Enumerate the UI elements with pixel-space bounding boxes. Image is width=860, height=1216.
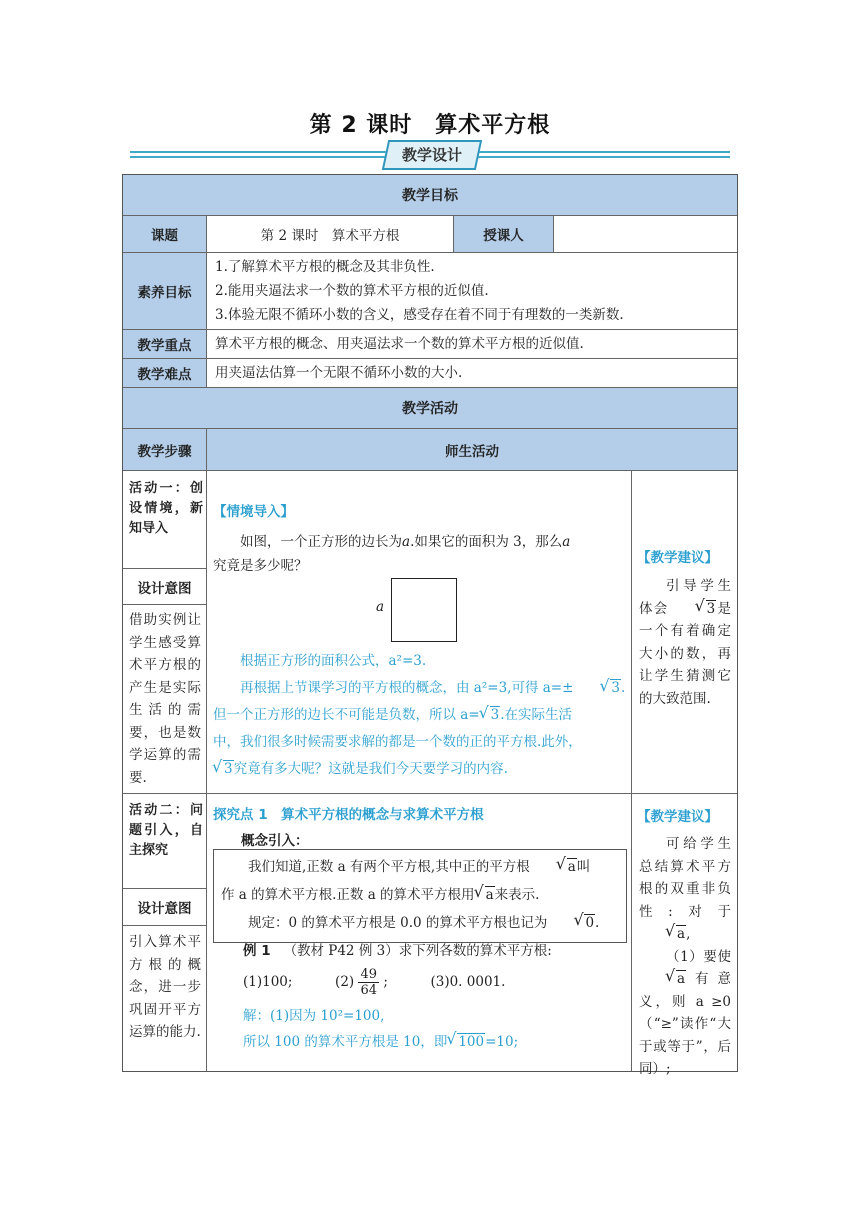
example-1: 例 1 （教材 P42 例 3）求下列各数的算术平方根: xyxy=(243,943,552,959)
square-root-line: 再根据上节课学习的平方根的概念，由 a²=3,可得 a=± xyxy=(240,680,574,696)
todays-topic-line: 究竟有多大呢？这就是我们今天要学习的内容. xyxy=(233,761,508,777)
intro-text-b: 如果它的面积为 3，那么 xyxy=(414,534,563,550)
section-badge: 教学设计 xyxy=(382,140,482,170)
negative-side-line: 但一个正方形的边长不可能是负数，所以 a= xyxy=(213,707,480,723)
sqrt-a: √ a xyxy=(475,881,495,909)
sqrt-a: √ a xyxy=(639,968,686,991)
sqrt-3: √ 3 xyxy=(213,756,234,783)
sqrt-3: √ 3 xyxy=(669,598,717,621)
lesson-table xyxy=(122,174,738,1077)
intro-text-a: 如图，一个正方形的边长为 xyxy=(240,534,402,550)
var-a: a xyxy=(402,534,411,550)
situation-heading: 【情境导入】 xyxy=(213,504,294,520)
difficulty-value: 用夹逼法估算一个无限不循环小数的大小. xyxy=(215,365,463,381)
difficulty-label: 教学难点 xyxy=(123,359,206,387)
topic-value: 第 2 课时 算术平方根 xyxy=(260,228,400,244)
activity1-tip-heading: 【教学建议】 xyxy=(637,550,718,566)
activity2-design-text: 引入算术平方根的概念，进一步巩固开平方运算的能力. xyxy=(129,934,201,1040)
var-a: a xyxy=(562,534,571,550)
sqrt-3: √ 3 xyxy=(573,675,621,702)
activity1-tip: 引导学生体会√ 3是一个有着确定大小的数，再让学生猜测它的大致范围. xyxy=(639,575,731,710)
literacy-label: 素养目标 xyxy=(123,253,206,329)
activity1-content: 【情境导入】 如图，一个正方形的边长为a.如果它的面积为 3，那么a 究竟是多少呢？ xyxy=(213,500,623,578)
topic-label: 课题 xyxy=(123,216,206,252)
example-items: (1)100; (2) $\frac{49}{64}$ ; (3)0. 0001. xyxy=(243,967,506,998)
key-label: 教学重点 xyxy=(123,330,206,358)
definition-text: 我们知道,正数 a 有两个平方根,其中正的平方根√ a叫 作 a 的算术平方根.正数 a 的算术平方根用√ a来表示. 规定：0 的算术平方根是 0.0 的算术平方根也记为√ 0. xyxy=(221,853,623,937)
activity2-tip-heading: 【教学建议】 xyxy=(637,809,718,825)
sqrt-0: √ 0 xyxy=(547,909,595,937)
teacher-label: 授课人 xyxy=(454,216,553,252)
literacy-goals xyxy=(215,255,730,327)
concept-label: 概念引入： xyxy=(241,833,309,849)
area-formula-line: 根据正方形的面积公式，a²=3. xyxy=(240,653,427,669)
activity2-design-label: 设计意图 xyxy=(137,901,192,917)
key-value: 算术平方根的概念、用夹逼法求一个数的算术平方根的近似值. xyxy=(215,336,584,352)
square-figure xyxy=(391,578,457,642)
sqrt-100: √ 100 xyxy=(447,1029,485,1055)
exploration-heading: 探究点 1 算术平方根的概念与求算术平方根 xyxy=(213,807,484,823)
activity1-design-label: 设计意图 xyxy=(137,580,192,597)
activity1-label: 活动一：创设情境，新知导入 xyxy=(129,481,203,536)
fraction-49-64: $\frac{49}{64}$ xyxy=(360,967,378,998)
sqrt-a: √ a xyxy=(530,853,577,881)
activity2-tip: 可给学生总结算术平方根的双重非负性:对于√ a, （1）要使√ a有意义，则 a ≥0（“≥”读作“大于或等于”，后同）; xyxy=(639,833,731,1081)
steps-label: 教学步骤 xyxy=(123,429,206,470)
intro-text-c: 究竟是多少呢？ xyxy=(213,558,308,574)
page-title: 第 2 课时 算术平方根 xyxy=(309,113,551,138)
activity2-label: 活动二：问题引入，自主探究 xyxy=(129,803,203,858)
teacher-value xyxy=(554,216,737,252)
square-side-label: a xyxy=(376,599,385,615)
goals-header: 教学目标 xyxy=(123,175,737,215)
literacy-item: 2.能用夹逼法求一个数的算术平方根的近似值. xyxy=(215,283,489,299)
real-life-line: 中，我们很多时候需要求解的都是一个数的正的平方根.此外， xyxy=(213,734,582,750)
solution: 解：(1)因为 10²=100, 所以 100 的算术平方根是 10，即√ 100=10; xyxy=(243,1003,518,1055)
activities-header: 教学活动 xyxy=(123,388,737,428)
activity1-explanation: 根据正方形的面积公式，a²=3. 再根据上节课学习的平方根的概念，由 a²=3,可得 a=±√ 3. 但一个正方形的边长不可能是负数，所以 a=√ 3.在实际生活 中，我们很多时候需要求解的都是一个数的正的平方根.此外， √ 3究竟有多大呢？这就是我们今天要学习的内容. xyxy=(213,648,625,783)
activity1-design-text: 借助实例让学生感受算术平方根的产生是实际生活的需要，也是数学运算的需要. xyxy=(129,612,201,786)
literacy-item: 1.了解算术平方根的概念及其非负性. xyxy=(215,259,435,275)
teacher-student-label: 师生活动 xyxy=(207,429,737,470)
sqrt-3: √ 3 xyxy=(480,702,501,729)
literacy-item: 3.体验无限不循环小数的含义，感受存在着不同于有理数的一类新数. xyxy=(215,307,624,323)
sqrt-a: √ a xyxy=(639,923,686,946)
